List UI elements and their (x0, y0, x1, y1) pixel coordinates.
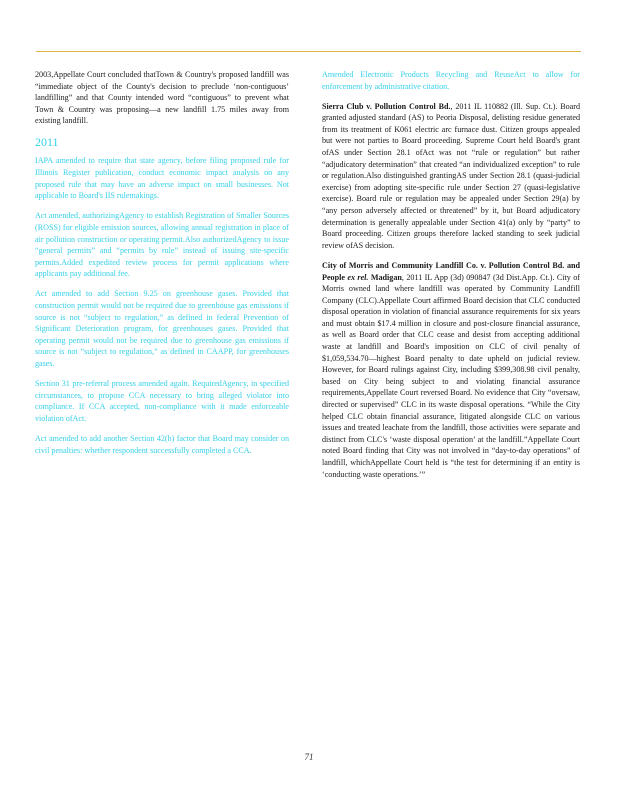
case-title-end: Madigan (368, 272, 402, 282)
right-column (322, 69, 580, 489)
year-heading: 2011 (35, 135, 59, 150)
amendment-paragraph: Act amended to add Section 9.25 on greenhouse gases. Provided that construction permit would not be required due to greenhouse gas emissions if source is not “subject to regulation,” as defined in federal Prevention of Significant Deterioration program, for greenhouses gases. Provided that operating permit would not be required due to greenhouse gas emissions if source is not “subject to regulation,” as defined in CAAPP, for greenhouses gases. (35, 289, 289, 368)
continuation-paragraph: Amended Electronic Products Recycling and ReuseAct to allow for enforcement by administrative citation. (322, 70, 580, 91)
case-entry (322, 260, 580, 480)
amendment-paragraph: Act amended to add another Section 42(h) factor that Board may consider on civil penalties: whether respondent successfully completed a CCA. (35, 433, 289, 455)
case-title: Sierra Club v. Pollution Control Bd. (322, 101, 451, 111)
case-title-italic: ex rel. (347, 272, 369, 282)
case-title: City of Morris and Community Landfill Co. v. Pollution Control Bd. and People (322, 260, 580, 282)
amendment-paragraph: Act amended, authorizingAgency to establish Registration of Smaller Sources (ROSS) for eligible emission sources, allowing annual registration in place of air pollution construction or operating permit.Also authorizedAgency to issue “general permits” and “permits by rule” instead of issuing site-specific permits.Added expedited review process for permit applications where applicants pay additional fee. (35, 211, 289, 279)
amendment-paragraph: Section 31 pre-referral process amended again. RequiredAgency, in specified circumstances, to propose CCA necessary to bring alleged violator into compliance. If CCA accepted, non-compliance with it made enforceable violation ofAct. (35, 379, 289, 423)
case-entry (322, 101, 580, 252)
page-number: 71 (304, 752, 314, 762)
case-body: , 2011 IL App (3d) 090847 (3d Dist.App. Ct.). City of Morris owned land where landfill was operated by Community Landfill Company (CLC).Appellate Court affirmed Board decision that CLC conducted disposal operation in violation of financial assurance requirements for six years and must obtain $17.4 million in closure and post-closure financial assurance, as well as Board order that CLC cease and desist from accepting additional waste at landfill and Board's imposition on CLC of civil penalty of $1,059,534.70—highest Board penalty to date upheld on judicial review. However, for Board rulings against City, including $399,308.98 civil penalty, based on City being subject to and violating financial assurance requirements,Appellate Court reversed Board. No evidence that City “oversaw, directed or supervised” CLC in its waste disposal operations. “While the City helped CLC obtain financial assurance, litigated alongside CLC on various issues and treated leachate from the landfill, those activities were separate and distinct from CLC's ‘waste disposal operation’ at the landfill.”Appellate Court noted Board finding that City was not involved in “day-to-day operations” of landfill, whichAppellate Court held is “the test for determining if an entity is ‘conducting waste operations.’” (322, 272, 580, 479)
left-column (35, 69, 289, 465)
case-body: , 2011 IL 110882 (Ill. Sup. Ct.). Board granted adjusted standard (AS) to Peoria Disposal, delisting residue generated from its treatment of K061 electric arc furnace dust. Citizen groups appealed but were not parties to Board proceeding. Supreme Court held Board's grant ofAS under Section 28.1 ofAct was not “rule or regulation” but rather “adjudicatory determination” that created “an individualized exception” to rule or regulation.Also distinguished grantingAS under Section 28.1 (quasi-judicial exercise) from adopting site-specific rule under Section 27 (quasi-legislative exercise). Board rule or regulation may be appealed under Section 29(a) by “any person adversely affected or threatened” by it, but Board adjudicatory determination is generally appealable under Section 41(a) only by “party” to Board proceeding. Citizen groups therefore lacked standing to seek judicial review ofAS decision. (322, 101, 581, 250)
header-rule (36, 51, 581, 52)
amendment-paragraph: IAPA amended to require that state agency, before filing proposed rule for Illinois Register publication, conduct economic impact analysis on any proposed rule that may have an adverse impact on small businesses. Not applicable to Board's IIS rulemakings. (35, 156, 289, 201)
intro-paragraph: 2003,Appellate Court concluded thatTown & Country's proposed landfill was “immediate object of the County's decision to preclude ‘non-contiguous’ landfilling” and that County intended word “contiguous” to prevent what Town & Country was proposing—a new landfill 1.75 miles away from existing landfill. (35, 70, 289, 126)
